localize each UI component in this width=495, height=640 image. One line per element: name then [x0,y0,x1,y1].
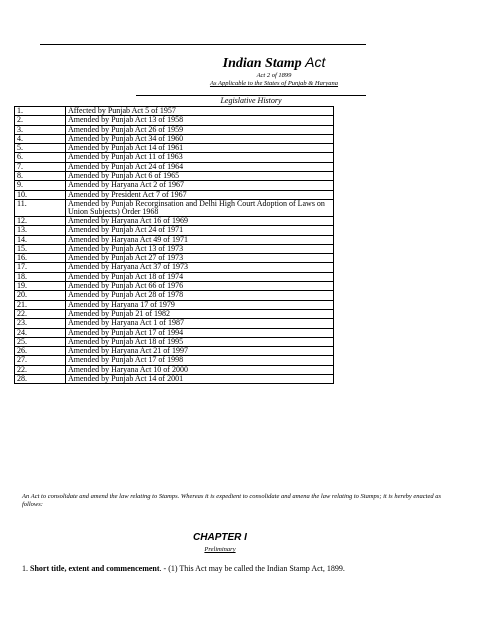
chapter-title: CHAPTER I [193,532,247,543]
row-number: 4. [15,134,66,143]
row-number: 16. [15,254,66,263]
row-text: Amended by Punjab Act 18 of 1974 [66,272,334,281]
table-row [15,181,334,190]
row-number: 28. [15,375,66,384]
row-number: 2. [15,116,66,125]
row-text: Amended by Haryana 17 of 1979 [66,300,334,309]
row-text: Amended by Punjab Act 17 of 1998 [66,356,334,365]
row-number: 21. [15,300,66,309]
row-number: 22. [15,365,66,374]
table-row [15,226,334,235]
row-text: Amended by Haryana Act 1 of 1987 [66,319,334,328]
row-text: Amended by Haryana Act 16 of 1969 [66,216,334,225]
row-number: 25. [15,337,66,346]
row-number: 3. [15,125,66,134]
row-text: Amended by Punjab Act 13 of 1958 [66,116,334,125]
row-text: Amended by Punjab Recorginsation and Delhi High Court Adoption of Laws on Union Subjects) Order 1968 [66,199,334,216]
preamble: An Act to consolidate and amend the law relating to Stamps. Whereas it is expedient to consolidate and amena the law relating to Stamps; it is hereby enacted as follows: [22,493,442,508]
row-number: 1. [15,107,66,116]
row-number: 5. [15,144,66,153]
table-row [15,235,334,244]
row-number: 19. [15,282,66,291]
section-number: 1. [22,564,30,573]
row-text: Amended by Punjab Act 24 of 1964 [66,162,334,171]
legislative-history-label: Legislative History [220,96,282,105]
title-act: Act [305,54,326,70]
section-body: . - (1) This Act may be called the Indian Stamp Act, 1899. [159,564,345,573]
row-text: Amended by Punjab Act 17 of 1994 [66,328,334,337]
table-row [15,199,334,216]
row-text: Amended by Punjab Act 14 of 2001 [66,375,334,384]
row-number: 15. [15,244,66,253]
row-text: Amended by Punjab Act 27 of 1973 [66,254,334,263]
row-text: Amended by Haryana Act 10 of 2000 [66,365,334,374]
row-text: Amended by Punjab Act 28 of 1978 [66,291,334,300]
row-number: 11. [15,199,66,216]
row-number: 26. [15,347,66,356]
document-title [84,54,464,72]
table-row [15,263,334,272]
title-main: Indian Stamp [222,56,302,71]
row-number: 17. [15,263,66,272]
row-text: Amended by Punjab Act 13 of 1973 [66,244,334,253]
table-row [15,328,334,337]
chapter-subtitle: Preliminary [204,546,236,553]
table-row [15,319,334,328]
row-text: Amended by Punjab Act 26 of 1959 [66,125,334,134]
row-number: 27. [15,356,66,365]
row-text: Amended by Punjab Act 24 of 1971 [66,226,334,235]
row-text: Amended by Punjab Act 34 of 1960 [66,134,334,143]
applicability-note: As Applicable to the States of Punjab & Haryana [209,80,339,87]
table-row [15,375,334,384]
row-text: Amended by Punjab Act 14 of 1961 [66,144,334,153]
row-number: 14. [15,235,66,244]
row-text: Affected by Punjab Act 5 of 1957 [66,107,334,116]
table-row [15,291,334,300]
table-row [15,300,334,309]
row-text: Amended by Haryana Act 21 of 1997 [66,347,334,356]
row-text: Amended by Haryana Act 2 of 1967 [66,181,334,190]
row-number: 7. [15,162,66,171]
row-text: Amended by Haryana Act 37 of 1973 [66,263,334,272]
row-number: 8. [15,172,66,181]
table-row [15,116,334,125]
section-heading: Short title, extent and commencement [30,564,160,573]
table-row [15,153,334,162]
row-number: 22. [15,309,66,318]
title-block [84,54,464,88]
row-text: Amended by Punjab Act 18 of 1995 [66,337,334,346]
row-number: 20. [15,291,66,300]
row-number: 12. [15,216,66,225]
row-number: 6. [15,153,66,162]
row-number: 24. [15,328,66,337]
row-number: 18. [15,272,66,281]
row-text: Amended by Punjab Act 6 of 1965 [66,172,334,181]
row-number: 10. [15,190,66,199]
section-1 [22,564,362,574]
legislative-history-table [14,106,334,384]
row-number: 9. [15,181,66,190]
top-rule [40,44,366,45]
row-text: Amended by Punjab Act 11 of 1963 [66,153,334,162]
act-number: Act 2 of 1899 [256,72,292,79]
row-number: 23. [15,319,66,328]
row-text: Amended by Punjab Act 66 of 1976 [66,282,334,291]
row-text: Amended by President Act 7 of 1967 [66,190,334,199]
row-text: Amended by Punjab 21 of 1982 [66,309,334,318]
row-number: 13. [15,226,66,235]
table-row [15,125,334,134]
row-text: Amended by Haryana Act 49 of 1971 [66,235,334,244]
table-row [15,356,334,365]
